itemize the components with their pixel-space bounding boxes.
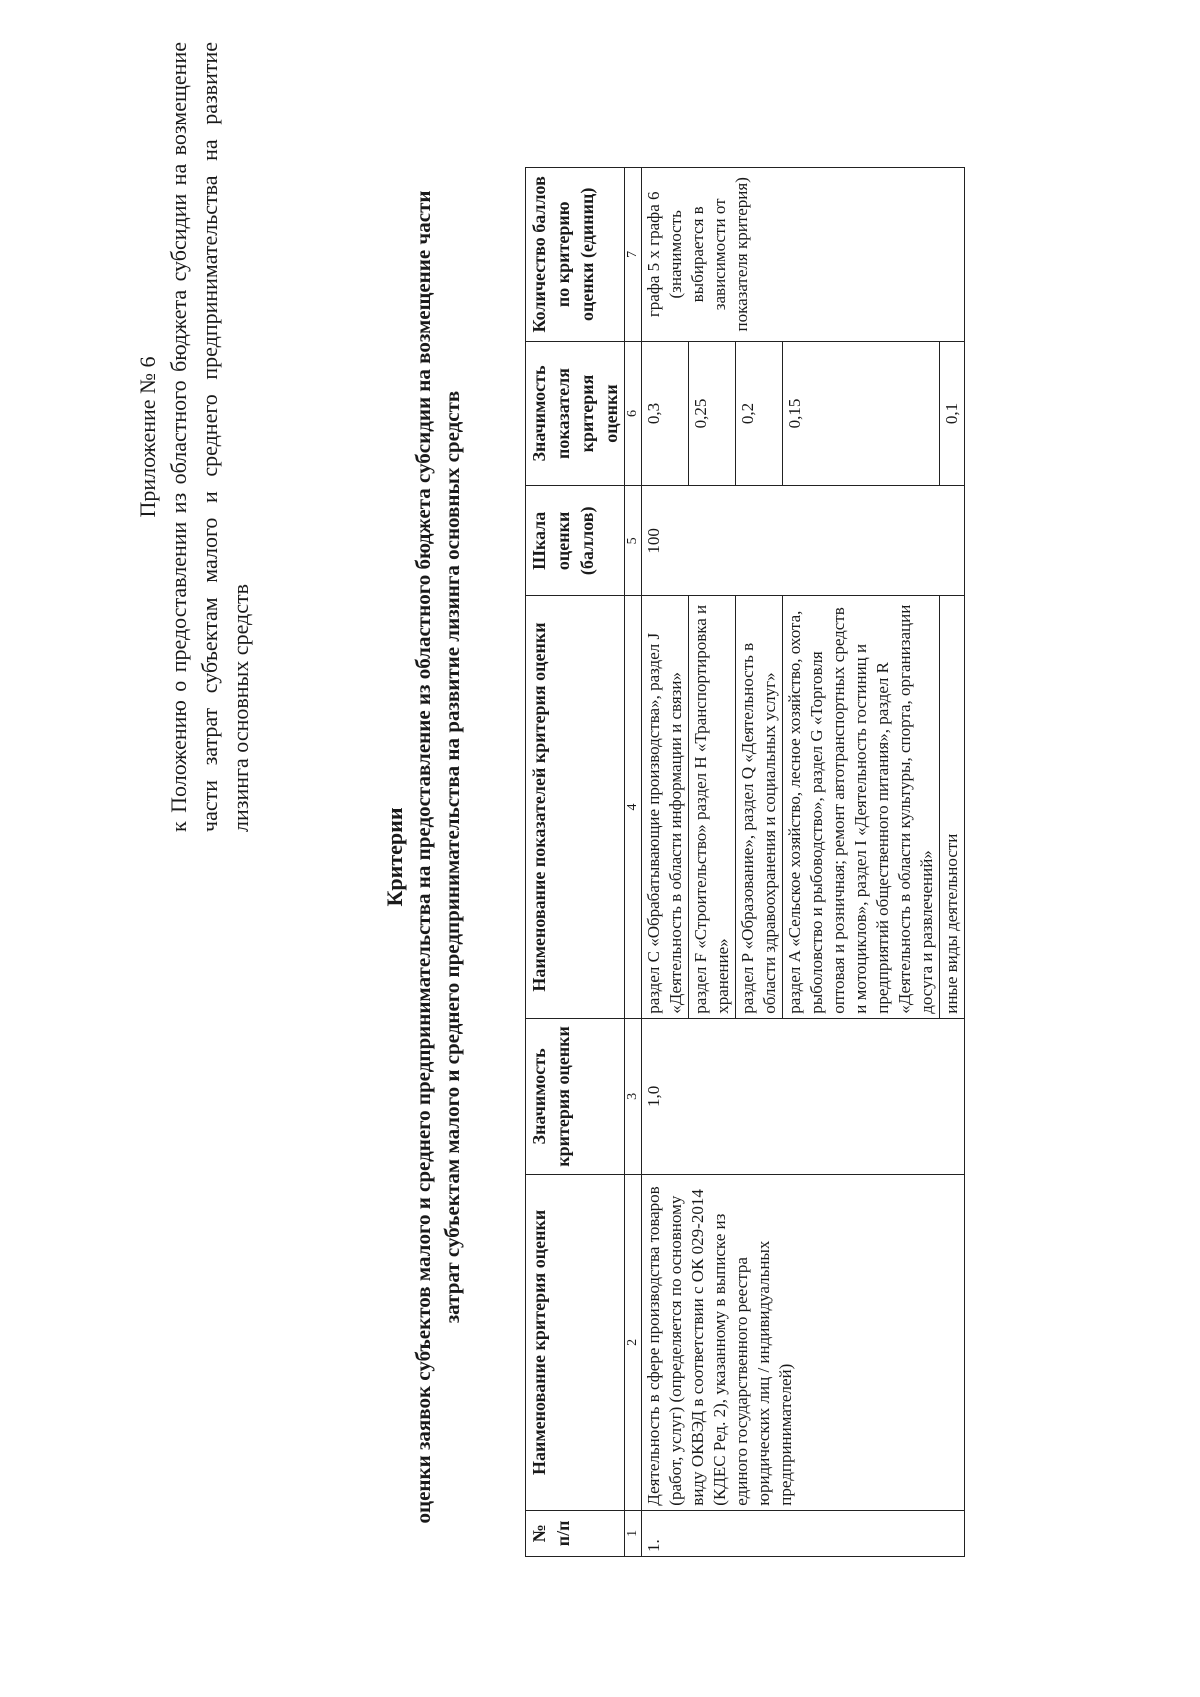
- annex-body: к Положению о предоставлении из областного бюджета субсидии на возмещение части затрат субъектам малого и среднего предпринимательства на развитие лизинга основных средств: [166, 42, 253, 832]
- indicator-name: раздел A «Сельское хозяйство, лесное хозяйство, охота, рыболовство и рыбоводство», раздел G «Торговля оптовая и розничная; ремонт автотранспортных средств и мотоциклов», раздел I «Деятельность гостиниц и предприятий общественного питания», раздел R «Деятельность в области культуры, спорта, организации досуга и развлечений»: [783, 596, 940, 1018]
- criterion-weight: 1,0: [642, 1018, 965, 1174]
- column-number: 6: [625, 341, 642, 486]
- header-criterion: Наименование критерия оценки: [526, 1175, 625, 1511]
- rotated-document-page: [20, 0, 1180, 1697]
- criterion-name: Деятельность в сфере производства товаров (работ, услуг) (определяется по основному виду ОКВЭД в соответствии с ОК 029-2014 (КДЕС Ред. 2), указанному в выписке из единого государственного реестра юридических лиц / индивидуальных предпринимателей): [642, 1175, 965, 1511]
- indicator-weight: 0,1: [940, 341, 965, 486]
- indicator-weight: 0,15: [783, 341, 940, 486]
- header-scale: Шкала оценки (баллов): [526, 486, 625, 596]
- scale-value: 100: [642, 486, 965, 596]
- column-number: 1: [625, 1510, 642, 1556]
- column-number-row: [625, 168, 642, 1557]
- document-subtitle: оценки заявок субъектов малого и среднего предпринимательства на предоставление из областного бюджета субсидии на возмещение части затрат субъектам малого и среднего предпринимательства на развитие лизинга основных средств: [411, 190, 464, 1524]
- header-points: Количество баллов по критерию оценки (единиц): [526, 168, 625, 342]
- column-number: 2: [625, 1175, 642, 1511]
- header-number: № п/п: [526, 1510, 625, 1556]
- indicator-name: раздел F «Строительство» раздел H «Транспортировка и хранение»: [689, 596, 736, 1018]
- column-number: 5: [625, 486, 642, 596]
- header-row: [526, 168, 625, 1557]
- indicator-name: раздел P «Образование», раздел Q «Деятельность в области здравоохранения и социальных услуг»: [736, 596, 783, 1018]
- indicator-name: иные виды деятельности: [940, 596, 965, 1018]
- annex-title: Приложение № 6: [135, 356, 160, 518]
- column-number: 7: [625, 168, 642, 342]
- header-indicators: Наименование показателей критерия оценки: [526, 596, 625, 1018]
- row-number: 1.: [642, 1510, 965, 1556]
- document-title: Критерии: [382, 807, 407, 907]
- column-number: 4: [625, 596, 642, 1018]
- table-row: [642, 168, 689, 1557]
- annex-header: [132, 42, 256, 832]
- document-title-block: [380, 187, 467, 1527]
- criteria-table: [525, 167, 965, 1557]
- header-indicator-weight: Значимость показателя критерия оценки: [526, 341, 625, 486]
- header-criterion-weight: Значимость критерия оценки: [526, 1018, 625, 1174]
- column-number: 3: [625, 1018, 642, 1174]
- indicator-weight: 0,3: [642, 341, 689, 486]
- indicator-weight: 0,2: [736, 341, 783, 486]
- indicator-weight: 0,25: [689, 341, 736, 486]
- points-formula: графа 5 х графа 6 (значимость выбирается в зависимости от показателя критерия): [642, 168, 965, 342]
- indicator-name: раздел C «Обрабатывающие производства», раздел J «Деятельность в области информации и связи»: [642, 596, 689, 1018]
